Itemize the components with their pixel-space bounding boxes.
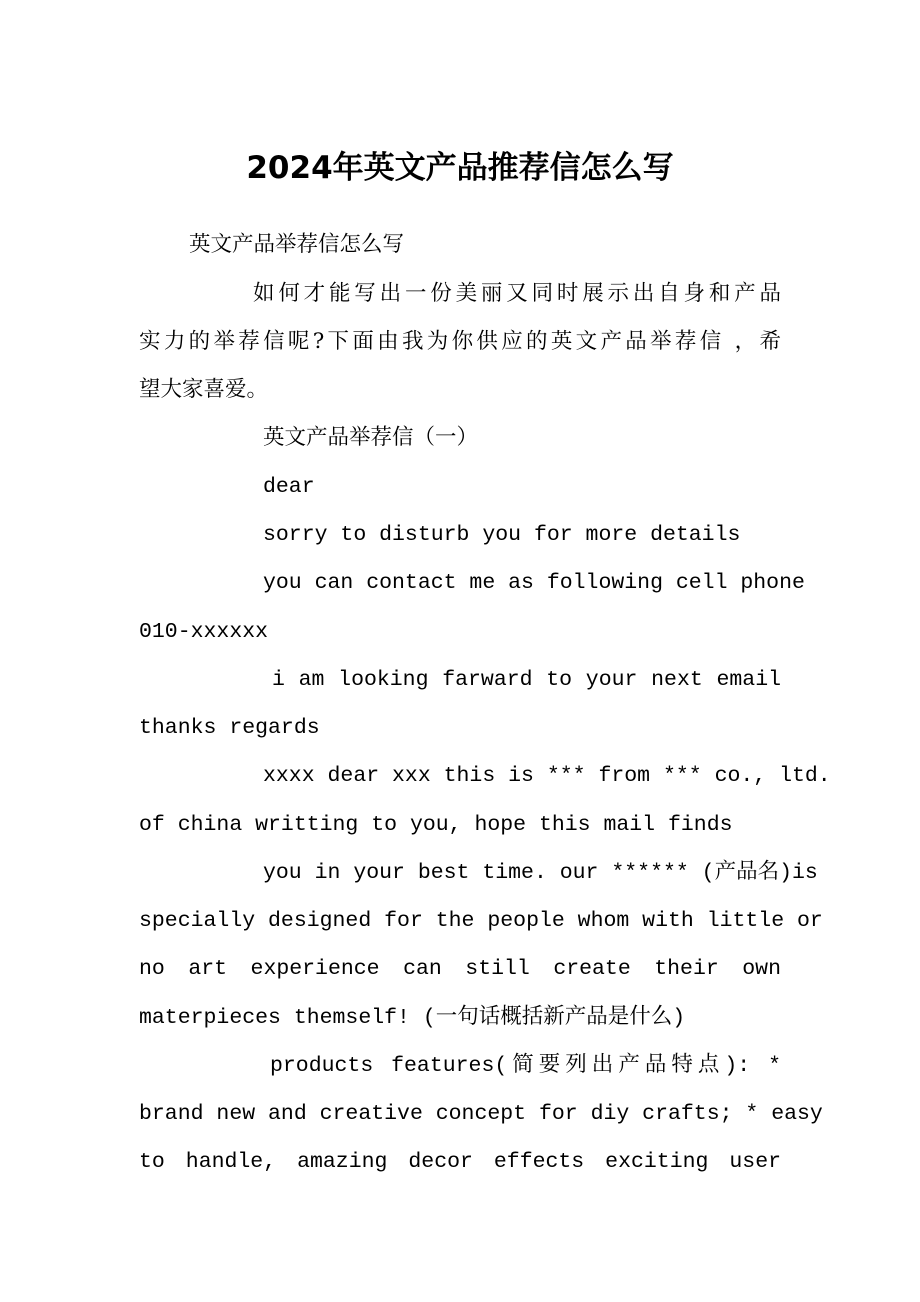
letter-line: thanks regards — [139, 716, 320, 740]
letter-line: of china writting to you, hope this mail finds — [139, 813, 733, 837]
letter-heading: 英文产品举荐信（一） — [263, 425, 479, 450]
paragraph-line: 实力的举荐信呢?下面由我为你供应的英文产品举荐信 ，希 — [139, 329, 781, 354]
section-heading: 英文产品举荐信怎么写 — [189, 232, 405, 257]
letter-line: dear — [263, 475, 315, 499]
letter-line: sorry to disturb you for more details — [263, 523, 741, 547]
letter-line: specially designed for the people whom with little or — [139, 909, 823, 933]
paragraph-line: 望大家喜爱。 — [139, 377, 269, 402]
letter-line: brand new and creative concept for diy crafts; * easy — [139, 1102, 823, 1126]
paragraph-line: 如何才能写出一份美丽又同时展示出自身和产品 — [253, 281, 781, 306]
letter-line: to handle, amazing decor effects exciting user — [139, 1150, 781, 1174]
letter-line: no art experience can still create their own — [139, 957, 781, 981]
letter-line: materpieces themself! (一句话概括新产品是什么) — [139, 1006, 686, 1030]
letter-line: products features(简要列出产品特点): * — [270, 1054, 781, 1078]
document-title: 2024年英文产品推荐信怎么写 — [246, 150, 674, 186]
letter-line: 010-xxxxxx — [139, 620, 269, 644]
letter-line: you can contact me as following cell phone — [263, 571, 805, 595]
letter-line: i am looking farward to your next email — [272, 668, 781, 692]
letter-line: xxxx dear xxx this is *** from *** co., ltd. — [263, 764, 831, 788]
letter-line: you in your best time. our ****** (产品名)is — [263, 861, 818, 885]
